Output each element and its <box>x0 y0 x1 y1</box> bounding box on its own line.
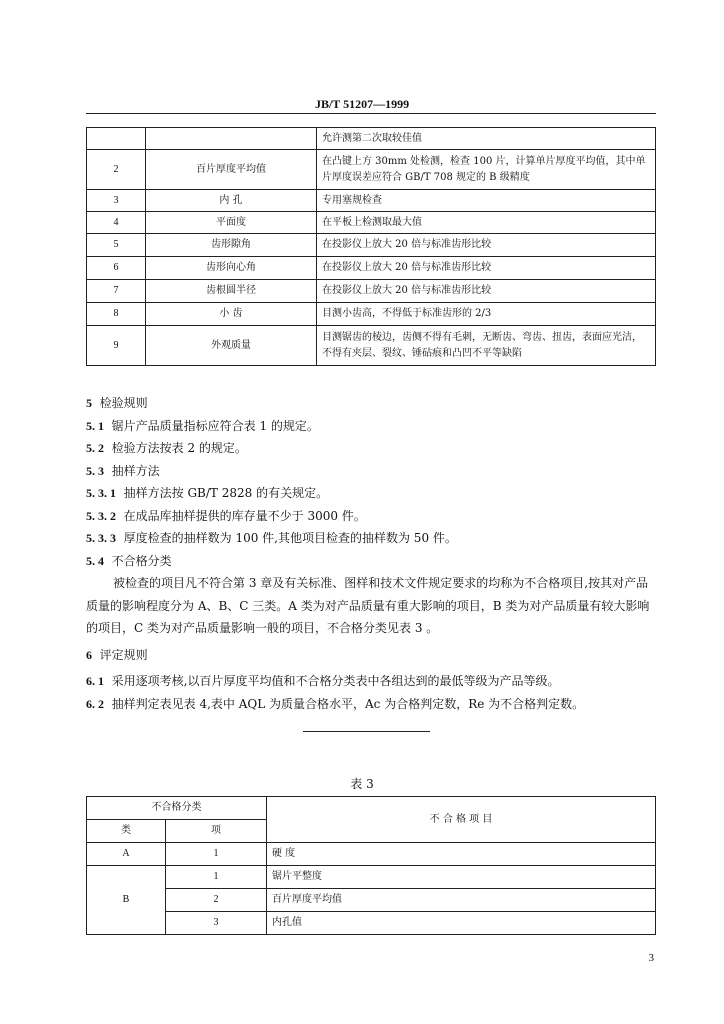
clause <box>86 482 656 505</box>
clause-number: 5. 3. 1 <box>86 486 116 500</box>
clause <box>86 415 656 438</box>
clause <box>86 693 656 716</box>
clause <box>86 550 656 573</box>
table-cell-no: 9 <box>87 326 146 366</box>
table-header-row <box>87 797 656 820</box>
table-cell-method: 允许测第二次取较佳值 <box>317 128 656 150</box>
table-row <box>87 843 656 866</box>
section-number: 5 <box>86 396 92 410</box>
table-header-item: 项 <box>166 820 267 843</box>
table-cell <box>146 128 317 150</box>
header-divider <box>86 113 656 114</box>
clause-text: 厚度检查的抽样数为 100 件,其他项目检查的抽样数为 50 件。 <box>123 531 457 545</box>
table-row <box>87 303 656 326</box>
table-cell-no: 2 <box>166 889 267 912</box>
table-cell-no: 8 <box>87 303 146 326</box>
table-header-desc: 不 合 格 项 目 <box>267 797 656 843</box>
clause <box>86 527 656 550</box>
table-cell-no: 4 <box>87 212 146 234</box>
clause-text: 在成品库抽样提供的库存量不少于 3000 件。 <box>123 508 366 523</box>
table-cell-item: 齿形向心角 <box>146 257 317 280</box>
page-number: 3 <box>648 952 654 964</box>
table-row <box>87 190 656 212</box>
section-heading <box>86 644 656 667</box>
table-row <box>87 912 656 935</box>
table-cell-no: 7 <box>87 280 146 303</box>
table-row <box>87 257 656 280</box>
clause <box>86 670 656 693</box>
table-row <box>87 280 656 303</box>
table-cell-method: 目测锯齿的棱边，齿侧不得有毛刺，无断齿、弯齿、扭齿，表面应光洁，不得有夹层、裂纹、锤砧痕和凸凹不平等缺陷 <box>317 326 656 366</box>
table-cell-no: 5 <box>87 234 146 257</box>
table-cell-no: 2 <box>87 150 146 190</box>
clause-number: 5. 3. 2 <box>86 508 116 523</box>
table-cell-method: 专用塞规检查 <box>317 190 656 212</box>
table-cell-method: 在投影仪上放大 20 倍与标准齿形比较 <box>317 280 656 303</box>
table-row <box>87 326 656 366</box>
section-divider <box>303 731 430 732</box>
table-row <box>87 212 656 234</box>
table-cell-no: 3 <box>166 912 267 935</box>
table-row <box>87 889 656 912</box>
clause-text: 锯片产品质量指标应符合表 1 的规定。 <box>111 418 319 433</box>
clause-text: 采用逐项考核,以百片厚度平均值和不合格分类表中各组达到的最低等级为产品等级。 <box>111 674 560 688</box>
clause-number: 5. 3 <box>86 463 104 478</box>
table-cell-item: 齿形隙角 <box>146 234 317 257</box>
table-cell-method: 在投影仪上放大 20 倍与标准齿形比较 <box>317 257 656 280</box>
table-cell-item: 百片厚度平均值 <box>146 150 317 190</box>
table-cell-desc: 内孔值 <box>267 912 656 935</box>
clause-text: 不合格分类 <box>111 553 172 568</box>
table-cell-class: A <box>87 843 166 866</box>
table-cell-method: 在投影仪上放大 20 倍与标准齿形比较 <box>317 234 656 257</box>
table-cell-no: 1 <box>166 866 267 889</box>
table-header-class: 类 <box>87 820 166 843</box>
table-cell-no: 6 <box>87 257 146 280</box>
table-row <box>87 150 656 190</box>
clause-number: 5. 1 <box>86 418 104 433</box>
table-header-group: 不合格分类 <box>87 797 267 820</box>
table-row <box>87 128 656 150</box>
table-cell-class: B <box>87 866 166 935</box>
table-cell-desc: 锯片平整度 <box>267 866 656 889</box>
inspection-method-table <box>86 127 656 366</box>
clause <box>86 505 656 528</box>
table-row <box>87 234 656 257</box>
table-cell-item: 外观质量 <box>146 326 317 366</box>
clause-number: 6. 2 <box>86 696 104 711</box>
table-row <box>87 866 656 889</box>
table-cell-method: 在凸键上方 30mm 处检测，检查 100 片，计算单片厚度平均值，其中单片厚度误差应符合 GB/T 708 规定的 B 级精度 <box>317 150 656 190</box>
table-cell-method: 目测小齿高，不得低于标准齿形的 2/3 <box>317 303 656 326</box>
table-cell-desc: 硬 度 <box>267 843 656 866</box>
clause-number: 5. 3. 3 <box>86 531 116 545</box>
paragraph: 被检查的项目凡不符合第 3 章及有关标准、图样和技术文件规定要求的均称为不合格项目,按其对产品质量的影响程度分为 A、B、C 三类。A 类为对产品质量有重大影响的项目，B 类为对产品质量有较大影响的项目，C 类为对产品质量影响一般的项目，不合格分类见表 3 。 <box>86 576 650 635</box>
nonconformity-class-table <box>86 796 656 935</box>
table-cell-item: 小 齿 <box>146 303 317 326</box>
table-cell-item: 平面度 <box>146 212 317 234</box>
table-cell-no: 3 <box>87 190 146 212</box>
section-number: 6 <box>86 647 92 662</box>
clause-text: 抽样方法 <box>111 463 160 478</box>
table-caption: 表 3 <box>350 777 374 791</box>
body-text <box>86 392 656 715</box>
section-title: 检验规则 <box>99 396 148 410</box>
table-cell-method: 在平板上检测取最大值 <box>317 212 656 234</box>
table-cell-item: 内 孔 <box>146 190 317 212</box>
table-cell-desc: 百片厚度平均值 <box>267 889 656 912</box>
clause-text: 抽样方法按 GB/T 2828 的有关规定。 <box>123 486 329 500</box>
clause <box>86 437 656 460</box>
clause-text: 检验方法按表 2 的规定。 <box>111 441 247 455</box>
table-cell-no: 1 <box>166 843 267 866</box>
section-title: 评定规则 <box>99 647 148 662</box>
section-heading <box>86 392 656 415</box>
clause-text: 抽样判定表见表 4,表中 AQL 为质量合格水平，Ac 为合格判定数，Re 为不合格判定数。 <box>111 696 585 711</box>
clause-number: 5. 2 <box>86 441 104 455</box>
clause-number: 5. 4 <box>86 553 104 568</box>
document-header: JB/T 51207—1999 <box>314 97 410 111</box>
clause <box>86 460 656 483</box>
clause-number: 6. 1 <box>86 674 104 688</box>
table-cell <box>87 128 146 150</box>
table-cell-item: 齿根圆半径 <box>146 280 317 303</box>
